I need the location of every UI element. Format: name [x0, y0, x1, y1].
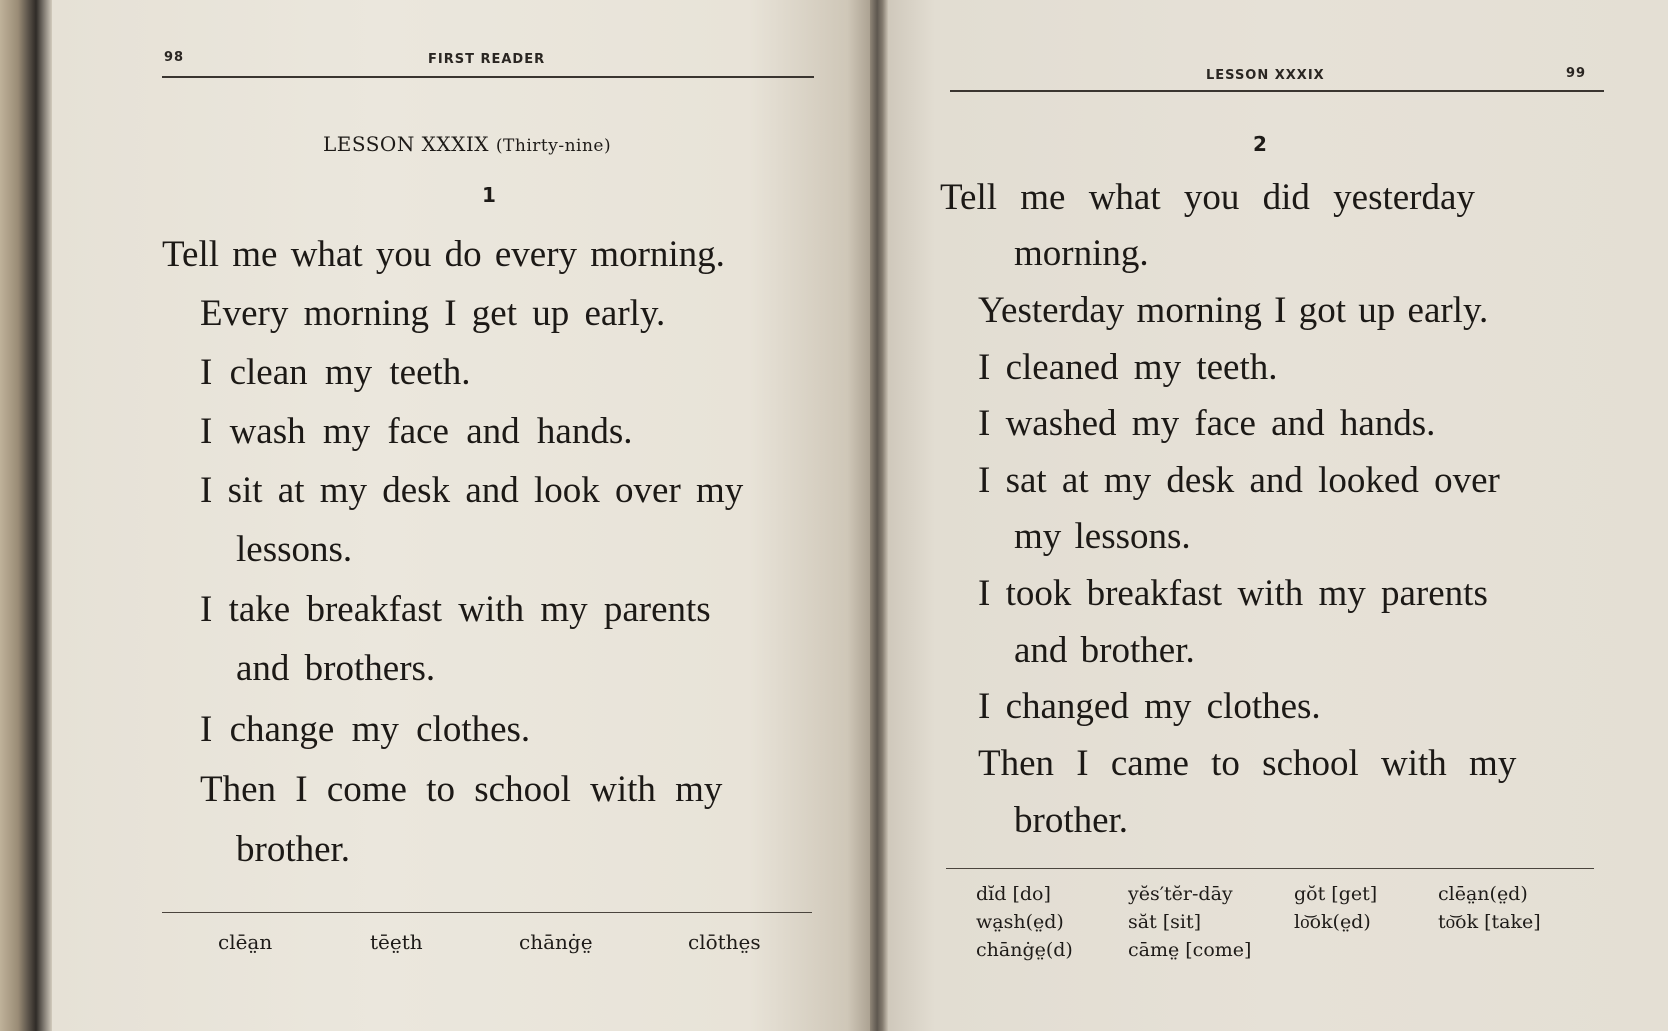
text-line: I wash my face and hands. [200, 411, 633, 452]
text-line: I clean my teeth. [200, 352, 471, 393]
text-line: I washed my face and hands. [978, 403, 1436, 444]
vocab-word: tēe̤th [370, 930, 423, 954]
vocab-rule-left [162, 912, 812, 913]
vocab-word: chānġe̤ [519, 930, 593, 954]
vocab-word: lo͝ok(e̤d) [1294, 911, 1371, 933]
text-line: I changed my clothes. [978, 686, 1321, 727]
vocab-word: dĭd [do] [976, 883, 1051, 905]
text-line: I take breakfast with my parents [200, 589, 711, 630]
text-line: and brother. [1014, 630, 1195, 671]
vocab-word: clōthe̤s [688, 930, 761, 954]
text-line: and brothers. [236, 648, 436, 689]
text-line: I took breakfast with my parents [978, 573, 1488, 614]
left-page [52, 0, 872, 1031]
text-line: brother. [1014, 800, 1129, 841]
vocab-word: săt [sit] [1128, 911, 1202, 933]
running-head-right: LESSON XXXIX [1206, 68, 1325, 83]
section-number-right: 2 [1253, 132, 1267, 156]
running-head-left: FIRST READER [428, 52, 546, 67]
section-number-left: 1 [482, 183, 496, 207]
text-line: Then I come to school with my [200, 769, 723, 810]
page-number-right: 99 [1566, 66, 1587, 81]
text-line: Every morning I get up early. [200, 293, 666, 334]
vocab-word: chānġe̤(d) [976, 939, 1073, 961]
vocab-word: clēa̤n(e̤d) [1438, 883, 1528, 905]
book-gutter [870, 0, 888, 1031]
text-line: I change my clothes. [200, 709, 531, 750]
text-line: my lessons. [1014, 516, 1191, 557]
vocab-word: gŏt [get] [1294, 883, 1378, 905]
text-line: I cleaned my teeth. [978, 347, 1278, 388]
book-edge [0, 0, 52, 1031]
vocab-word: cāme̤ [come] [1128, 939, 1252, 961]
header-rule-left [162, 76, 814, 78]
text-line: brother. [236, 829, 351, 870]
vocab-word: yĕs′tĕr-dāy [1128, 883, 1233, 905]
text-line: I sat at my desk and looked over [978, 460, 1500, 501]
vocab-word: clēa̤n [218, 930, 273, 954]
vocab-rule-right [946, 868, 1594, 869]
text-line: I sit at my desk and look over my [200, 470, 744, 511]
lesson-subtitle: (Thirty-nine) [495, 136, 612, 156]
vocab-word: wa̤sh(e̤d) [976, 911, 1064, 933]
text-line: Yesterday morning I got up early. [978, 290, 1489, 331]
right-page [888, 0, 1668, 1031]
header-rule-right [950, 90, 1604, 92]
page-number-left: 98 [164, 50, 185, 65]
lesson-title-text: LESSON XXXIX [323, 132, 490, 156]
text-line: Tell me what you do every morning. [162, 234, 725, 275]
text-line: Tell me what you did yesterday [940, 177, 1475, 218]
text-line: Then I came to school with my [978, 743, 1517, 784]
text-line: morning. [1014, 233, 1149, 274]
lesson-title [323, 132, 611, 156]
vocab-word: to͝ok [take] [1438, 911, 1541, 933]
text-line: lessons. [236, 529, 353, 570]
